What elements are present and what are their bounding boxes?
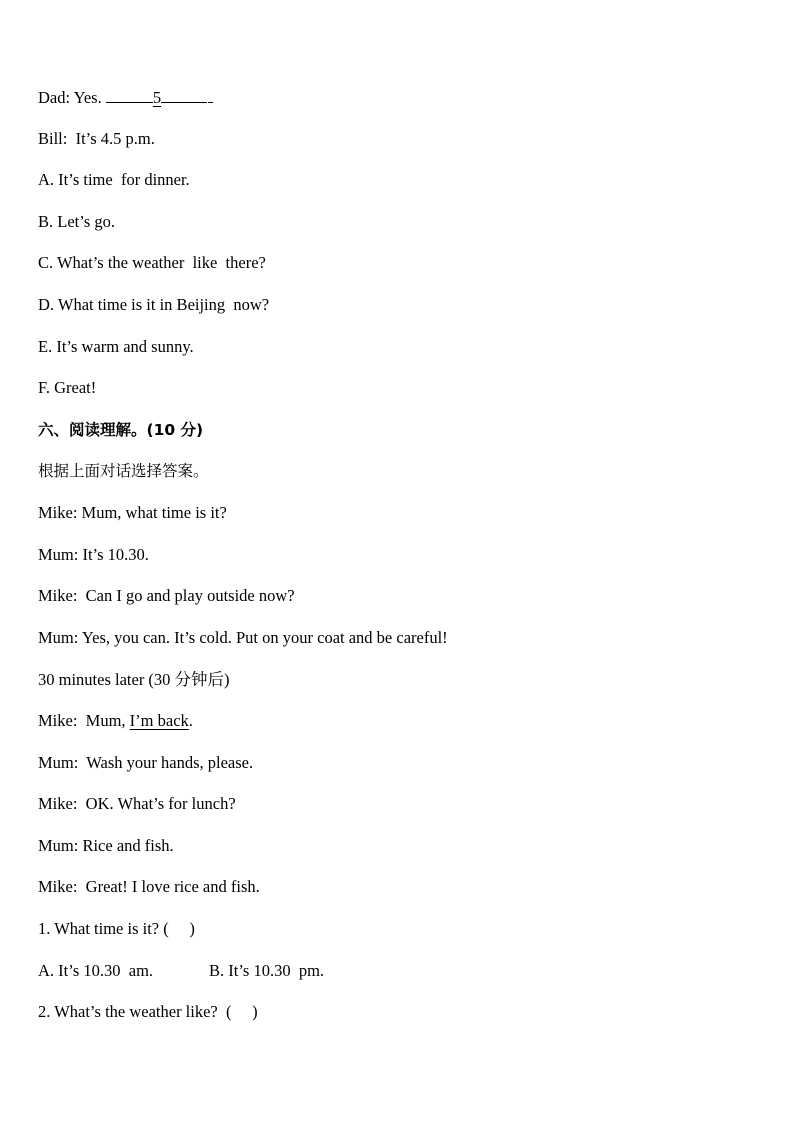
option-f: F. Great! xyxy=(38,378,97,397)
dialogue-line-2: Mum: It’s 10.30. xyxy=(38,545,149,564)
bill-line: Bill: It’s 4.5 p.m. xyxy=(38,129,155,148)
answer-blank-right xyxy=(161,87,207,103)
dialogue-line-6: Mike: OK. What’s for lunch? xyxy=(38,794,236,813)
blank-number: 5 xyxy=(152,88,162,107)
dialogue-line-1: Mike: Mum, what time is it? xyxy=(38,503,227,522)
back-suffix: . xyxy=(188,711,193,730)
dad-line-prefix: Dad: Yes. xyxy=(38,88,106,107)
option-d: D. What time is it in Beijing now? xyxy=(38,295,270,314)
question-2: 2. What’s the weather like? ( ) xyxy=(38,1002,258,1021)
question-1: 1. What time is it? ( ) xyxy=(38,919,195,938)
back-prefix: Mike: Mum, xyxy=(38,711,130,730)
section-heading: 六、阅读理解。(10 分) xyxy=(38,421,204,439)
dialogue-line-5: Mum: Wash your hands, please. xyxy=(38,753,254,772)
option-e: E. It’s warm and sunny. xyxy=(38,337,194,356)
answer-blank-left xyxy=(106,87,153,103)
option-c: C. What’s the weather like there? xyxy=(38,253,266,272)
option-b: B. Let’s go. xyxy=(38,212,115,231)
question-1-option-b: B. It’s 10.30 pm. xyxy=(209,961,325,980)
dialogue-line-8: Mike: Great! I love rice and fish. xyxy=(38,877,260,896)
section-instruction: 根据上面对话选择答案。 xyxy=(38,462,209,480)
dad-line xyxy=(38,87,213,108)
option-a: A. It’s time for dinner. xyxy=(38,170,190,189)
back-underlined: I’m back xyxy=(129,711,189,730)
dialogue-line-4: Mum: Yes, you can. It’s cold. Put on your coat and be careful! xyxy=(38,628,448,647)
dialogue-line-3: Mike: Can I go and play outside now? xyxy=(38,586,295,605)
dialogue-line-7: Mum: Rice and fish. xyxy=(38,836,174,855)
time-note: 30 minutes later (30 分钟后) xyxy=(38,670,230,689)
question-1-option-a: A. It’s 10.30 am. xyxy=(38,961,154,980)
dialogue-line-back xyxy=(38,711,193,731)
answer-blank-end xyxy=(208,87,213,103)
